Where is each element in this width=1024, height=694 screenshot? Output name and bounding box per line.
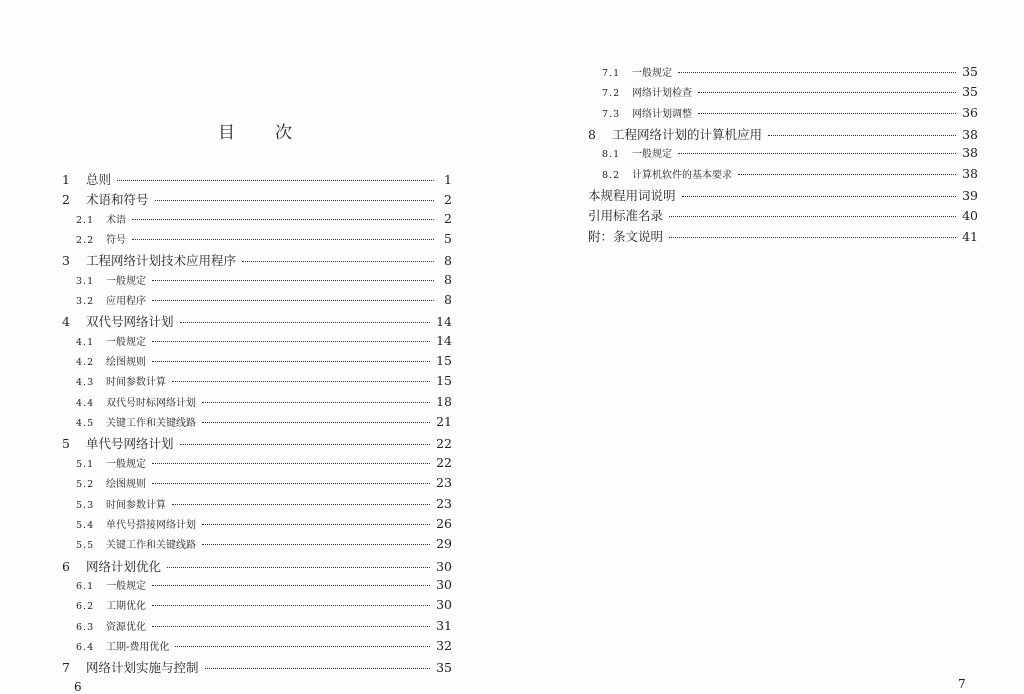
toc-entry [62,231,452,251]
dot-leader [167,567,430,568]
toc-entry-label: 术语 [106,214,126,226]
toc-entry-page: 5 [444,231,452,247]
toc-entry-label: 一般规定 [106,580,146,592]
toc-entry [588,84,978,104]
toc-entry [62,434,452,454]
toc-entry-page: 1 [444,172,452,187]
toc-entry [588,64,978,84]
toc-entry [62,312,452,332]
toc-entry [62,272,452,292]
toc-entry [588,125,978,145]
dot-leader [202,422,430,423]
toc-entry-page: 15 [436,373,452,389]
dot-leader [180,444,431,445]
toc-entry-page: 38 [962,127,978,143]
dot-leader [768,135,956,136]
toc-entry-page: 40 [962,208,978,224]
dot-leader [132,219,434,220]
toc-entry-number: 4.5 [76,418,95,430]
toc-entry-label: 网络计划调整 [632,108,692,120]
dot-leader [202,544,430,545]
toc-entry-page: 2 [444,210,452,226]
dot-leader [152,483,430,484]
toc-entry-number: 4 [62,314,70,330]
toc-entry [588,145,978,165]
dot-leader [678,153,956,154]
toc-entry-page: 29 [436,536,452,552]
toc-title [218,118,292,143]
toc-entry-page: 30 [436,558,452,574]
toc-entry-label: 单代号搭接网络计划 [106,519,196,531]
toc-entry-number: 6.2 [76,601,95,613]
toc-entry-page: 38 [962,145,978,161]
left-page [0,0,512,693]
dot-leader [242,261,434,262]
toc-entry-page: 30 [436,576,452,592]
toc-entry [588,227,978,247]
toc-entry-number: 5.1 [76,458,95,470]
toc-entry-label: 时间参数计算 [106,499,166,511]
toc-entry-number: 6.3 [76,621,95,633]
toc-entry-number: 7.1 [602,68,621,79]
toc-entry-label: 双代号网络计划 [86,314,174,330]
dot-leader [180,322,431,323]
toc-entry-page: 35 [436,660,452,676]
toc-entry-number: 4.3 [76,377,95,389]
toc-entry [588,186,978,206]
dot-leader [175,646,430,647]
toc-entry-number: 3.2 [76,296,95,308]
toc-entry-label: 一般规定 [106,336,146,348]
dot-leader [152,341,430,342]
toc-entry-number: 7 [62,660,70,676]
toc-entry [62,353,452,373]
toc-entry-page: 35 [962,84,978,100]
toc-entry-page: 23 [436,495,452,511]
toc-entry [588,206,978,226]
toc-entry-page: 35 [962,64,978,79]
toc-entry-label: 一般规定 [106,458,146,470]
toc-entry-number: 4.2 [76,357,95,369]
dot-leader [669,237,956,238]
toc-entry [62,333,452,353]
toc-entry [62,496,452,516]
toc-entry-label: 术语和符号 [86,192,149,208]
toc-entry-label: 网络计划实施与控制 [86,660,199,676]
dot-leader [698,113,956,114]
toc-entry [62,618,452,638]
dot-leader [152,605,430,606]
toc-entry-number: 7.2 [602,88,621,100]
dot-leader [152,626,430,627]
toc-entry-page: 14 [436,314,452,330]
dot-leader [202,402,430,403]
toc-entry-label: 关键工作和关键线路 [106,418,196,430]
toc-entry [62,536,452,556]
dot-leader [117,180,434,181]
dot-leader [152,280,434,281]
toc-entry-page: 23 [436,475,452,491]
dot-leader [698,92,956,93]
dot-leader [205,668,431,669]
toc-entry-number: 2 [62,192,70,208]
toc-entry [62,251,452,271]
toc-entry [62,475,452,495]
toc-entry [62,373,452,393]
toc-entry-number: 3 [62,253,70,269]
page-number-left: 6 [74,680,82,694]
toc-entry-page: 41 [962,228,978,244]
toc-entry-label: 网络计划优化 [86,558,162,574]
toc-entry [62,190,452,210]
toc-entry-label: 单代号网络计划 [86,436,174,452]
toc-entry-number: 6 [62,558,70,574]
toc-entry [588,166,978,186]
dot-leader [152,463,430,464]
toc-entry-page: 36 [962,104,978,120]
dot-leader [738,174,956,175]
dot-leader [669,216,956,217]
toc-entry-page: 8 [444,271,452,287]
toc-entry-label: 一般规定 [106,275,146,287]
toc-entry [62,170,452,190]
toc-entry-page: 26 [436,515,452,531]
toc-list-right [588,64,978,247]
toc-entry [62,394,452,414]
toc-entry-page: 14 [436,332,452,348]
toc-entry-number: 8.1 [602,149,621,161]
toc-entry-number: 5.5 [76,540,95,552]
toc-entry-number: 7.3 [602,108,621,120]
toc-entry-label: 应用程序 [106,296,146,308]
toc-entry-page: 21 [436,414,452,430]
toc-entry-label: 绘图规则 [106,357,146,369]
toc-entry-label: 一般规定 [632,149,672,161]
toc-entry-number: 3.1 [76,275,95,287]
toc-entry [62,638,452,658]
toc-entry-page: 22 [436,454,452,470]
toc-entry-label: 网络计划检查 [632,88,692,100]
toc-entry-page: 22 [436,436,452,452]
toc-entry-label: 时间参数计算 [106,377,166,389]
toc-entry-number: 5.4 [76,519,95,531]
page-number-right: 7 [958,677,966,691]
toc-entry-label: 符号 [106,235,126,247]
toc-entry [62,597,452,617]
toc-entry-number: 1 [62,172,70,187]
dot-leader [172,381,430,382]
toc-title-part2: 次 [275,123,292,143]
toc-entry [62,516,452,536]
toc-entry-page: 32 [436,637,452,653]
toc-entry [62,658,452,678]
toc-entry-label: 工程网络计划的计算机应用 [612,127,763,143]
toc-entry-page: 38 [962,165,978,181]
toc-entry [62,211,452,231]
toc-entry-label: 关键工作和关键线路 [106,540,196,552]
toc-entry-page: 2 [444,192,452,208]
toc-entry [62,557,452,577]
dot-leader [172,504,430,505]
toc-entry-page: 8 [444,253,452,269]
toc-entry-number: 5.2 [76,479,95,491]
toc-entry-number: 8 [588,127,596,143]
toc-entry-label: 工期优化 [106,601,146,613]
toc-entry [62,455,452,475]
dot-leader [152,361,430,362]
toc-entry [588,105,978,125]
toc-entry-number: 8.2 [602,169,621,181]
toc-list-left [62,170,452,679]
toc-entry-label: 工期-费用优化 [106,641,170,653]
dot-leader [202,524,430,525]
toc-entry-number: 4.4 [76,397,95,409]
dot-leader [682,196,957,197]
dot-leader [132,239,434,240]
toc-entry-page: 18 [436,393,452,409]
toc-entry-label: 计算机软件的基本要求 [632,169,732,181]
dot-leader [155,200,434,201]
toc-entry-number: 6.4 [76,641,95,653]
right-page [512,0,1024,693]
toc-entry-page: 30 [436,597,452,613]
toc-entry [62,292,452,312]
toc-entry [62,577,452,597]
toc-entry-number: 5 [62,436,70,452]
toc-entry-page: 15 [436,353,452,369]
toc-entry-label: 资源优化 [106,621,146,633]
toc-entry-number: 6.1 [76,580,95,592]
dot-leader [152,585,430,586]
toc-entry [62,414,452,434]
toc-entry-label: 双代号时标网络计划 [106,397,196,409]
toc-entry-label: 总则 [86,172,112,187]
toc-entry-number: 5.3 [76,499,95,511]
toc-entry-page: 8 [444,292,452,308]
toc-entry-number: 4.1 [76,336,95,348]
toc-entry-page: 39 [962,188,978,204]
toc-entry-number: 2.1 [76,214,95,226]
toc-entry-label: 绘图规则 [106,479,146,491]
toc-entry-label: 一般规定 [632,68,672,79]
toc-entry-label: 工程网络计划技术应用程序 [86,253,237,269]
toc-entry-label: 附：条文说明 [588,228,664,244]
toc-entry-label: 本规程用词说明 [588,188,676,204]
toc-entry-page: 31 [436,617,452,633]
toc-title-part1: 目 [218,123,235,143]
toc-entry-number: 2.2 [76,235,95,247]
toc-entry-label: 引用标准名录 [588,208,664,224]
dot-leader [152,300,434,301]
dot-leader [678,72,956,73]
